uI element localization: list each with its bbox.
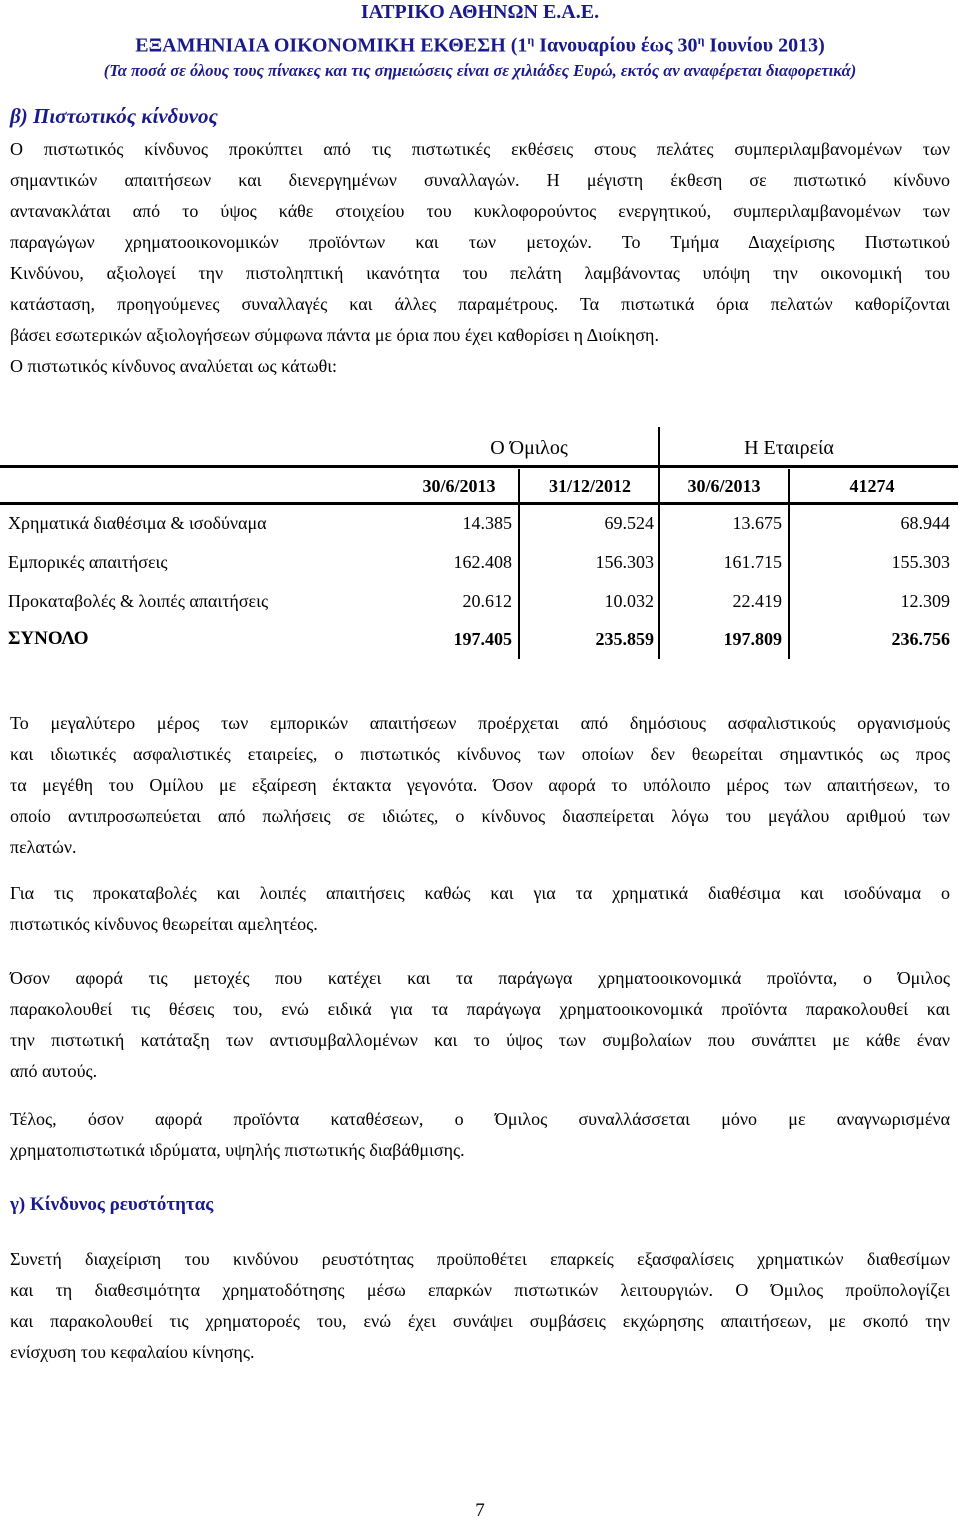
total-label: ΣΥΝΟΛΟ <box>8 628 89 649</box>
group-header-group: Ο Όμιλος <box>490 437 568 459</box>
total-value: 197.405 <box>453 629 512 649</box>
text-line: και παρακολουθεί τις χρηματορoές του, ενώ έχει συνάψει συμβάσεις εκχώρησης απαιτήσεων, με σκοπό την <box>10 1311 950 1331</box>
section-c-paragraph <box>10 1244 950 1368</box>
derivatives-paragraph <box>10 963 950 1087</box>
column-divider <box>518 469 520 659</box>
column-header-rule <box>0 502 958 505</box>
report-suffix: Ιουνίου 2013) <box>704 34 825 57</box>
text-line: Τέλος, όσον αφορά προϊόντα καταθέσεων, ο Όμιλος συναλλάσσεται μόνο με αναγνωρισμένα <box>10 1109 950 1129</box>
page-number: 7 <box>475 1500 485 1521</box>
report-sup-1: η <box>527 33 535 47</box>
header-rule <box>0 465 958 468</box>
text-line: Για τις προκαταβολές και λοιπές απαιτήσεις καθώς και για τα χρηματικά διαθέσιμα και ισοδύναμα ο <box>10 883 950 903</box>
text-line: Συνετή διαχείριση του κινδύνου ρευστότητας προϋποθέτει επαρκείς εξασφαλίσεις χρηματικών διαθεσίμων <box>10 1249 950 1269</box>
cell-value: 12.309 <box>900 591 950 611</box>
cell-value: 14.385 <box>462 513 512 533</box>
section-c-title: γ) Κίνδυνος ρευστότητας <box>10 1194 214 1215</box>
section-b-paragraph <box>10 134 950 382</box>
credit-risk-table <box>0 425 960 665</box>
report-mid: Ιανουαρίου έως 30 <box>534 34 698 57</box>
cell-value: 13.675 <box>732 513 782 533</box>
text-line: Ο πιστωτικός κίνδυνος αναλύεται ως κάτωθι: <box>10 356 338 376</box>
text-line: αντανακλάται από το ύψος κάθε στοιχείου του κυκλοφορούντος ενεργητικού, συμπεριλαμβανομένων των <box>10 201 950 221</box>
text-line: βάσει εσωτερικών αξιολογήσεων σύμφωνα πάντα με όρια που έχει καθορίσει η Διοίκηση. <box>10 325 659 345</box>
company-title: ΙΑΤΡΙΚΟ ΑΘΗΝΩΝ Ε.Α.Ε. <box>360 1 600 23</box>
receivables-paragraph <box>10 708 950 863</box>
column-header: 30/6/2013 <box>687 476 761 496</box>
cell-value: 68.944 <box>900 513 950 533</box>
group-header-company: Η Εταιρεία <box>744 437 834 459</box>
text-line: και τη διαθεσιμότητα χρηματοδότησης μέσω επαρκών πιστωτικών λειτουργιών. Ο Όμιλος προϋπολογίζει <box>10 1280 950 1300</box>
row-label: Εμπορικές απαιτήσεις <box>8 552 168 572</box>
text-line: ενίσχυση του κεφαλαίου κίνησης. <box>10 1342 255 1362</box>
report-title <box>0 28 960 58</box>
text-line: Ο πιστωτικός κίνδυνος προκύπτει από τις πιστωτικές εκθέσεις στους πελάτες συμπεριλαμβανομένων των <box>10 139 950 159</box>
advances-paragraph <box>10 878 950 940</box>
cell-value: 155.303 <box>891 552 950 572</box>
text-line: κατάσταση, προηγούμενες συναλλαγές και άλλες παραμέτρους. Τα πιστωτικά όρια πελατών καθορίζονται <box>10 294 950 314</box>
text-line: και ιδιωτικές ασφαλιστικές εταιρείες, ο πιστωτικός κίνδυνος των οποίων δεν θεωρείται σημαντικός ως προς <box>10 744 950 764</box>
text-line: παραγώγων χρηματοοικονομικών προϊόντων και των μετοχών. Το Τμήμα Διαχείρισης Πιστωτικού <box>10 232 950 252</box>
total-value: 235.859 <box>595 629 654 649</box>
column-header: 30/6/2013 <box>422 476 496 496</box>
text-line: Το μεγαλύτερο μέρος των εμπορικών απαιτήσεων προέρχεται από δημόσιους ασφαλιστικούς οργανισμούς <box>10 713 950 733</box>
cell-value: 69.524 <box>604 513 654 533</box>
text-line: οποίο αντιπροσωπεύεται από πωλήσεις σε ιδιώτες, ο κίνδυνος διασπείρεται λόγω του μεγάλου αριθμού των <box>10 806 950 826</box>
cell-value: 156.303 <box>595 552 654 572</box>
total-value: 236.756 <box>891 629 950 649</box>
text-line: πιστωτικός κίνδυνος θεωρείται αμελητέος. <box>10 914 318 934</box>
text-line: σημαντικών απαιτήσεων και διενεργημένων συναλλαγών. Η μέγιστη έκθεση σε πιστωτικό κίνδυνο <box>10 170 950 190</box>
cell-value: 161.715 <box>723 552 782 572</box>
cell-value: 10.032 <box>604 591 654 611</box>
text-line: χρηματοπιστωτικά ιδρύματα, υψηλής πιστωτικής διαβάθμισης. <box>10 1140 465 1160</box>
text-line: Κινδύνου, αξιολογεί την πιστοληπτική ικανότητα του πελάτη λαμβάνοντας υπόψη την οικονομική του <box>10 263 950 283</box>
text-line: την πιστωτική κατάταξη των αντισυμβαλλομένων και το ύψος των συμβολαίων που συνάπτει με κάθε έναν <box>10 1030 950 1050</box>
cell-value: 162.408 <box>453 552 512 572</box>
deposits-paragraph <box>10 1104 950 1166</box>
text-line: παρακολουθεί τις θέσεις του, ενώ ειδικά για τα παράγωγα χρηματοοικονομικά προϊόντα παρακολουθεί και <box>10 999 950 1019</box>
row-label: Χρηματικά διαθέσιμα & ισοδύναμα <box>8 513 267 533</box>
text-line: τα μεγέθη του Ομίλου με εξαίρεση έκτακτα γεγονότα. Όσον αφορά το υπόλοιπο μέρος των απαιτήσεων, το <box>10 775 950 795</box>
total-value: 197.809 <box>723 629 782 649</box>
row-label: Προκαταβολές & λοιπές απαιτήσεις <box>8 591 269 611</box>
column-header: 31/12/2012 <box>548 476 631 496</box>
report-prefix: ΕΞΑΜΗΝΙΑΙΑ ΟΙΚΟΝΟΜΙΚΗ ΕΚΘΕΣΗ (1 <box>135 34 528 57</box>
report-sup-2: η <box>697 33 705 47</box>
text-line: Όσον αφορά τις μετοχές που κατέχει και τα παράγωγα χρηματοοικονομικά προϊόντα, ο Όμιλος <box>10 968 950 988</box>
column-divider <box>788 469 790 659</box>
column-header: 41274 <box>849 476 895 496</box>
cell-value: 22.419 <box>732 591 782 611</box>
amounts-note: (Τα ποσά σε όλους τους πίνακες και τις σημειώσεις είναι σε χιλιάδες Ευρώ, εκτός αν αναφέρεται διαφορετικά) <box>103 61 857 80</box>
cell-value: 20.612 <box>462 591 512 611</box>
text-line: από αυτούς. <box>10 1061 98 1081</box>
text-line: πελατών. <box>10 837 77 857</box>
section-b-title: β) Πιστωτικός κίνδυνος <box>10 104 218 128</box>
